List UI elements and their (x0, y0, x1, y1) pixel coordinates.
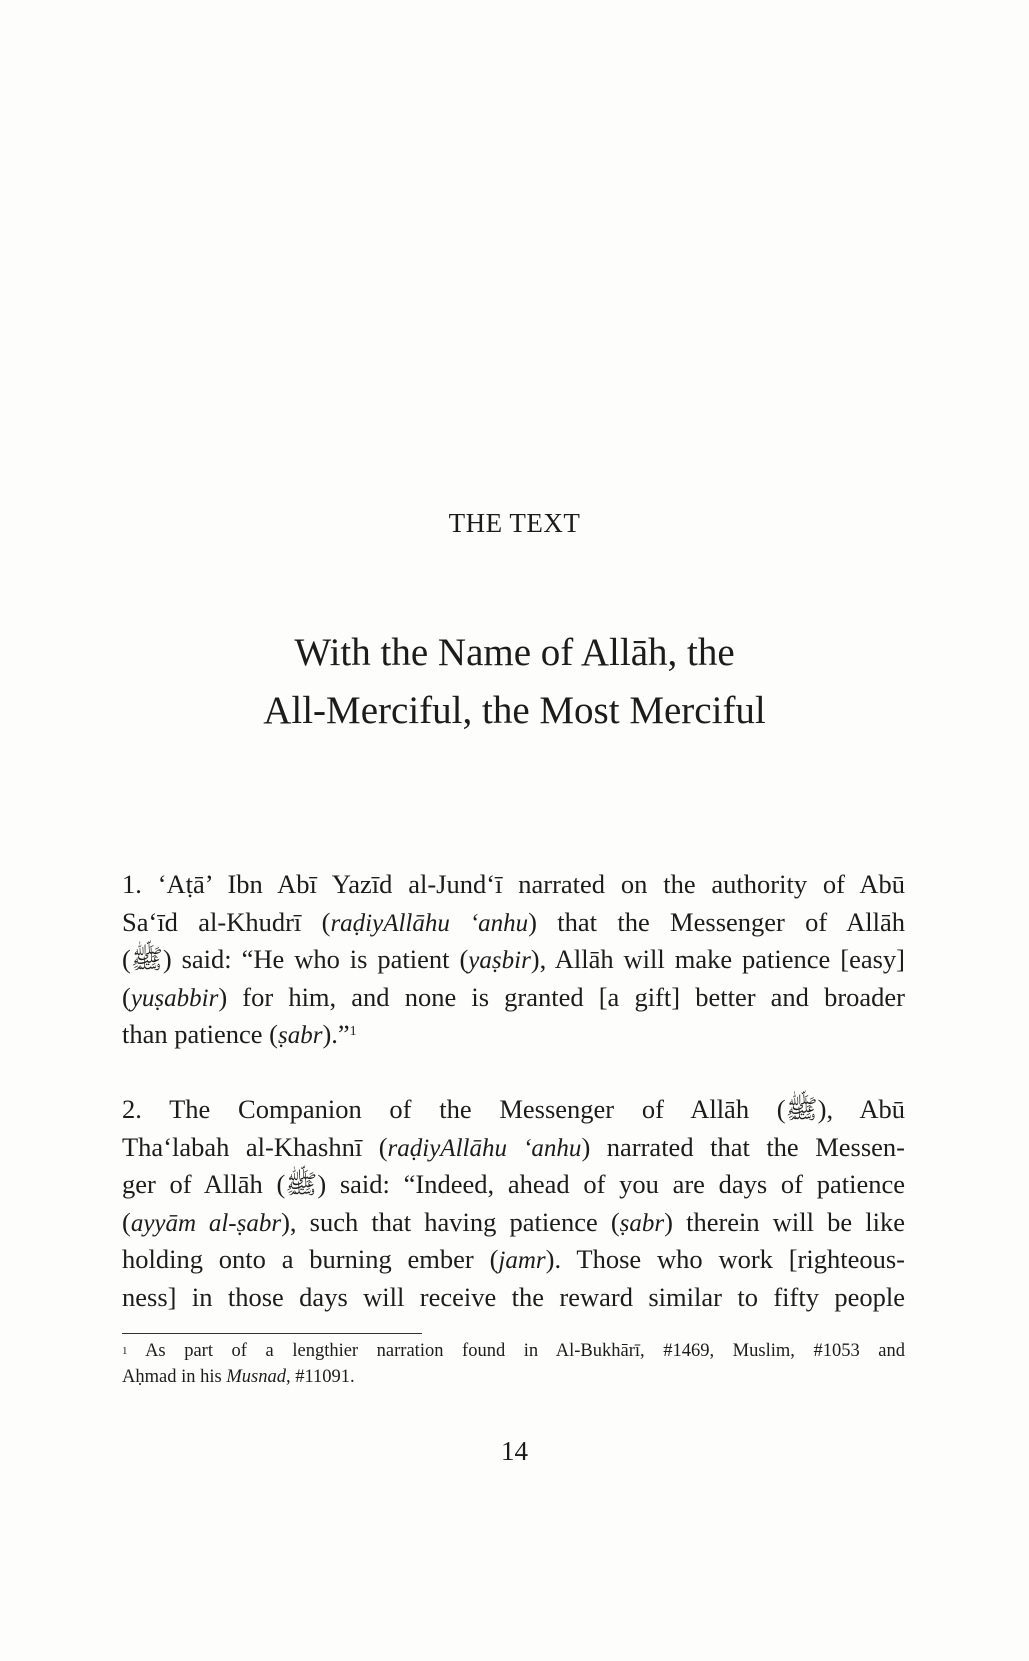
text-run: holding onto a burning ember ( (122, 1244, 499, 1275)
chapter-heading-line-2: All-Merciful, the Most Merciful (263, 689, 766, 732)
text-run: ) that the Messenger of Allāh (528, 906, 905, 937)
text-run: ). Those who work [righteous- (545, 1244, 906, 1275)
text-run: ) narrated that the Messen- (581, 1131, 905, 1162)
paragraph-1-line (122, 868, 905, 900)
italic-term: raḍiyAllāhu ‘anhu (387, 1134, 582, 1162)
italic-term: Musnad (226, 1367, 286, 1387)
italic-term: ṣabr (619, 1209, 665, 1237)
text-run: ).” (322, 1019, 350, 1050)
text-run: Tha‘labah al-Khashnī ( (122, 1131, 388, 1162)
italic-term: raḍiyAllāhu ‘anhu (330, 909, 529, 937)
italic-term: ayyām al-ṣabr (130, 1209, 282, 1237)
paragraph-2-line (122, 1281, 905, 1313)
text-run: ), Allāh will make patience [easy] (530, 944, 905, 975)
footnote-line (122, 1340, 905, 1362)
text-run: As part of a lengthier narration found in Al-Bukhārī, #1469, Muslim, #1053 and (127, 1341, 905, 1361)
text-run: 1. ‘Aṭā’ Ibn Abī Yazīd al-Jund‘ī narrated on the authority of Abū (122, 869, 905, 899)
page-number: 14 (501, 1436, 528, 1466)
text-run: ( (122, 1206, 131, 1237)
chapter-heading-line-1: With the Name of Allāh, the (294, 631, 735, 674)
text-run: ( (122, 981, 131, 1012)
italic-term: ṣabr (277, 1022, 323, 1050)
text-run: Sa‘īd al-Khudrī ( (122, 906, 331, 937)
text-run: 2. The Companion of the Messenger of Allāh (ﷺ), Abū (122, 1094, 905, 1124)
paragraph-2-line (122, 1131, 905, 1165)
text-run: ), such that having patience ( (281, 1206, 620, 1237)
text-run: Aḥmad in his (122, 1367, 227, 1387)
paragraph-2-line (122, 1206, 905, 1240)
italic-term: jamr (498, 1247, 546, 1275)
paragraph-1-line (122, 906, 905, 940)
footnote-marker: 1 (122, 1345, 128, 1357)
text-run: ) therein will be like (664, 1206, 906, 1237)
paragraph-2-line (122, 1168, 905, 1200)
text-run: (ﷺ) said: “He who is patient ( (122, 944, 469, 975)
italic-term: yaṣbir (468, 947, 531, 975)
footnote-marker: 1 (349, 1024, 357, 1040)
footnote-divider (122, 1333, 422, 1334)
paragraph-1-line (122, 981, 905, 1015)
paragraph-2-line (122, 1093, 905, 1125)
italic-term: yuṣabbir (130, 984, 219, 1012)
text-run: ) for him, and none is granted [a gift] better and broader (218, 981, 905, 1012)
footnote-line (122, 1366, 905, 1388)
text-run: ness] in those days will receive the reward similar to fifty people (122, 1282, 905, 1312)
paragraph-1-line (122, 1018, 905, 1052)
text-run: ger of Allāh (ﷺ) said: “Indeed, ahead of you are days of patience (122, 1169, 905, 1200)
section-title: THE TEXT (448, 508, 581, 538)
paragraph-2-line (122, 1243, 905, 1277)
text-run: than patience ( (122, 1019, 278, 1050)
paragraph-1-line (122, 943, 905, 977)
text-run: , #11091. (285, 1367, 355, 1387)
